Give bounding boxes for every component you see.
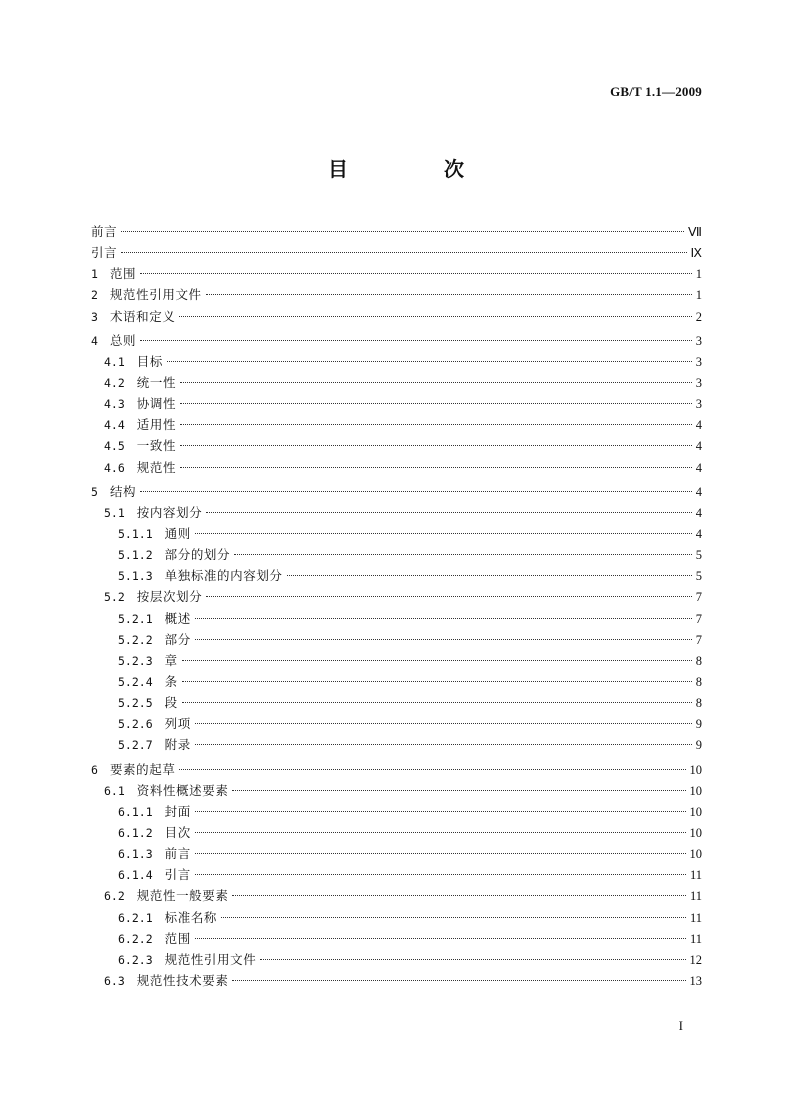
toc-dot-leader xyxy=(195,618,692,619)
toc-entry-page: 5 xyxy=(695,569,702,584)
toc-entry-number: 6.1.1 xyxy=(118,804,153,819)
toc-entry[interactable] xyxy=(91,885,702,906)
toc-entry[interactable] xyxy=(91,671,702,692)
toc-entry-number: 5.1.3 xyxy=(118,569,153,584)
toc-entry-number: 5.2.3 xyxy=(118,653,153,668)
toc-dot-leader xyxy=(182,660,692,661)
toc-entry-page: 4 xyxy=(695,439,702,454)
toc-entry-number: 6.1.2 xyxy=(118,825,153,840)
toc-entry-page: 4 xyxy=(695,484,702,499)
toc-entry[interactable] xyxy=(91,502,702,523)
toc-entry[interactable] xyxy=(91,629,702,650)
toc-entry-number: 5.2.5 xyxy=(118,696,153,711)
toc-entry-page: 4 xyxy=(695,526,702,541)
toc-entry-label: 单独标准的内容划分 xyxy=(164,568,283,584)
toc-dot-leader xyxy=(140,273,692,274)
toc-entry-page: 1 xyxy=(695,267,702,282)
toc-entry-label: 目标 xyxy=(136,353,163,369)
toc-entry-label: 按层次划分 xyxy=(136,589,203,605)
toc-entry[interactable] xyxy=(91,435,702,456)
toc-entry-label: 章 xyxy=(164,652,178,668)
toc-entry-page: 10 xyxy=(689,825,702,840)
toc-entry-page: 7 xyxy=(695,611,702,626)
toc-entry[interactable] xyxy=(91,780,702,801)
toc-entry-label: 列项 xyxy=(164,716,191,732)
toc-dot-leader xyxy=(180,467,692,468)
toc-entry-page: 9 xyxy=(695,717,702,732)
toc-entry[interactable] xyxy=(91,523,702,544)
toc-entry-page: 13 xyxy=(689,973,702,988)
toc-entry-number: 6.1.4 xyxy=(118,868,153,883)
toc-entry[interactable] xyxy=(91,330,702,351)
toc-entry-number: 4.3 xyxy=(104,397,125,412)
page-number: I xyxy=(678,1018,683,1033)
toc-entry-label: 统一性 xyxy=(136,374,177,390)
toc-entry-page: 10 xyxy=(689,847,702,862)
toc-entry[interactable] xyxy=(91,928,702,949)
toc-dot-leader xyxy=(182,702,692,703)
toc-entry-page: 11 xyxy=(689,931,702,946)
toc-entry-number: 3 xyxy=(91,309,98,324)
toc-dot-leader xyxy=(206,512,691,513)
toc-entry-page: 8 xyxy=(695,653,702,668)
toc-entry-number: 5.1 xyxy=(104,505,125,520)
toc-entry-label: 段 xyxy=(164,695,178,711)
table-of-contents xyxy=(91,221,702,991)
toc-entry[interactable] xyxy=(91,242,702,263)
toc-entry-page: 1 xyxy=(695,288,702,303)
toc-entry-number: 6.1.3 xyxy=(118,847,153,862)
toc-entry-page: Ⅸ xyxy=(690,246,702,261)
toc-entry-page: 11 xyxy=(689,868,702,883)
toc-entry[interactable] xyxy=(91,759,702,780)
toc-entry-label: 引言 xyxy=(164,867,191,883)
toc-entry-label: 规范性引用文件 xyxy=(109,287,202,303)
toc-entry-number: 1 xyxy=(91,267,98,282)
toc-entry-label: 部分 xyxy=(164,631,191,647)
toc-entry[interactable] xyxy=(91,393,702,414)
toc-entry[interactable] xyxy=(91,351,702,372)
toc-entry-page: 8 xyxy=(695,674,702,689)
toc-entry-number: 4.6 xyxy=(104,460,125,475)
standard-code: GB/T 1.1—2009 xyxy=(610,84,702,99)
toc-dot-leader xyxy=(232,790,685,791)
toc-entry-number: 5.1.1 xyxy=(118,526,153,541)
toc-dot-leader xyxy=(206,596,691,597)
toc-entry-page: 7 xyxy=(695,632,702,647)
toc-entry[interactable] xyxy=(91,306,702,327)
toc-entry-page: 5 xyxy=(695,548,702,563)
toc-entry[interactable] xyxy=(91,713,702,734)
toc-entry-label: 范围 xyxy=(109,266,137,282)
toc-entry[interactable] xyxy=(91,650,702,671)
toc-entry-label: 条 xyxy=(164,673,178,689)
toc-dot-leader xyxy=(195,832,686,833)
toc-dot-leader xyxy=(140,491,692,492)
toc-dot-leader xyxy=(221,917,686,918)
toc-entry[interactable] xyxy=(91,263,702,284)
toc-entry-label: 规范性引用文件 xyxy=(164,951,257,967)
toc-entry-page: 10 xyxy=(689,783,702,798)
toc-dot-leader xyxy=(195,723,692,724)
toc-entry-label: 附录 xyxy=(164,737,191,753)
toc-entry-number: 2 xyxy=(91,288,98,303)
toc-entry-label: 术语和定义 xyxy=(109,308,176,324)
toc-entry-label: 通则 xyxy=(164,525,191,541)
toc-dot-leader xyxy=(195,639,692,640)
toc-entry-page: 9 xyxy=(695,738,702,753)
toc-dot-leader xyxy=(232,980,685,981)
toc-entry-number: 5 xyxy=(91,484,98,499)
toc-entry-page: 3 xyxy=(695,354,702,369)
toc-entry[interactable] xyxy=(91,907,702,928)
toc-entry-page: 12 xyxy=(689,952,702,967)
toc-entry-label: 总则 xyxy=(109,332,137,348)
toc-dot-leader xyxy=(179,316,691,317)
toc-entry-page: 4 xyxy=(695,460,702,475)
toc-entry[interactable] xyxy=(91,864,702,885)
toc-entry-label: 适用性 xyxy=(136,417,177,433)
toc-entry-number: 5.2.4 xyxy=(118,674,153,689)
toc-entry-page: 10 xyxy=(689,762,702,777)
toc-entry-number: 5.1.2 xyxy=(118,548,153,563)
toc-entry-page: 10 xyxy=(689,804,702,819)
toc-entry[interactable] xyxy=(91,608,702,629)
toc-entry-label: 前言 xyxy=(91,224,118,239)
toc-dot-leader xyxy=(180,382,692,383)
toc-entry-label: 规范性一般要素 xyxy=(136,888,229,904)
toc-entry-label: 一致性 xyxy=(136,438,177,454)
toc-entry-label: 前言 xyxy=(164,846,191,862)
toc-entry[interactable] xyxy=(91,284,702,305)
toc-dot-leader xyxy=(182,681,692,682)
toc-dot-leader xyxy=(167,361,692,362)
toc-title: 目 次 xyxy=(328,157,502,181)
toc-entry-label: 资料性概述要素 xyxy=(136,782,229,798)
toc-entry-number: 5.2.2 xyxy=(118,632,153,647)
toc-entry-page: 2 xyxy=(695,309,702,324)
toc-entry-label: 引言 xyxy=(91,245,118,261)
toc-entry-number: 5.2 xyxy=(104,590,125,605)
toc-entry[interactable] xyxy=(91,414,702,435)
toc-entry-label: 结构 xyxy=(109,483,137,499)
toc-dot-leader xyxy=(195,744,692,745)
toc-entry-number: 4 xyxy=(91,333,98,348)
toc-entry[interactable] xyxy=(91,843,702,864)
toc-dot-leader xyxy=(195,533,692,534)
toc-entry-number: 6.2 xyxy=(104,889,125,904)
toc-dot-leader xyxy=(195,811,686,812)
toc-entry-label: 范围 xyxy=(164,930,191,946)
toc-entry-number: 6.2.3 xyxy=(118,952,153,967)
toc-entry-page: 3 xyxy=(695,375,702,390)
toc-entry-number: 6 xyxy=(91,762,98,777)
toc-dot-leader xyxy=(195,938,686,939)
toc-entry[interactable] xyxy=(91,970,702,991)
toc-dot-leader xyxy=(232,895,685,896)
toc-entry[interactable] xyxy=(91,565,702,586)
toc-entry-number: 6.1 xyxy=(104,783,125,798)
toc-entry-page: 8 xyxy=(695,696,702,711)
toc-entry-number: 6.2.1 xyxy=(118,910,153,925)
toc-entry-page: 11 xyxy=(689,889,702,904)
toc-entry-label: 概述 xyxy=(164,610,191,626)
toc-entry-page: 3 xyxy=(695,397,702,412)
toc-entry[interactable] xyxy=(91,544,702,565)
toc-dot-leader xyxy=(140,340,692,341)
toc-entry-label: 部分的划分 xyxy=(164,547,231,563)
toc-dot-leader xyxy=(179,769,685,770)
toc-dot-leader xyxy=(287,575,692,576)
toc-dot-leader xyxy=(180,403,692,404)
toc-entry-label: 封面 xyxy=(164,803,191,819)
toc-entry-number: 6.2.2 xyxy=(118,931,153,946)
toc-dot-leader xyxy=(234,554,692,555)
toc-entry-number: 6.3 xyxy=(104,973,125,988)
toc-entry[interactable] xyxy=(91,372,702,393)
toc-entry-number: 4.4 xyxy=(104,418,125,433)
toc-entry-number: 5.2.1 xyxy=(118,611,153,626)
toc-entry-page: 3 xyxy=(695,333,702,348)
toc-entry-label: 要素的起草 xyxy=(109,761,176,777)
toc-entry-page: 4 xyxy=(695,505,702,520)
toc-entry[interactable] xyxy=(91,801,702,822)
toc-entry-label: 协调性 xyxy=(136,396,177,412)
toc-entry-label: 规范性 xyxy=(136,459,177,475)
toc-entry-page: 11 xyxy=(689,910,702,925)
toc-entry-number: 5.2.6 xyxy=(118,717,153,732)
toc-dot-leader xyxy=(206,294,692,295)
toc-entry[interactable] xyxy=(91,949,702,970)
toc-entry-label: 标准名称 xyxy=(164,909,218,925)
toc-entry-number: 4.5 xyxy=(104,439,125,454)
toc-entry-label: 规范性技术要素 xyxy=(136,972,229,988)
toc-entry[interactable] xyxy=(91,481,702,502)
toc-dot-leader xyxy=(195,874,686,875)
toc-entry[interactable] xyxy=(91,586,702,607)
toc-entry-page: 7 xyxy=(695,590,702,605)
toc-dot-leader xyxy=(195,853,686,854)
toc-entry-label: 目次 xyxy=(164,824,191,840)
toc-entry[interactable] xyxy=(91,221,702,242)
toc-entry[interactable] xyxy=(91,457,702,478)
toc-entry[interactable] xyxy=(91,822,702,843)
toc-entry-page: Ⅶ xyxy=(688,225,702,239)
toc-dot-leader xyxy=(180,424,692,425)
toc-entry-number: 4.1 xyxy=(104,354,125,369)
toc-dot-leader xyxy=(121,231,684,232)
toc-dot-leader xyxy=(180,445,692,446)
toc-entry-page: 4 xyxy=(695,418,702,433)
toc-entry-number: 4.2 xyxy=(104,375,125,390)
toc-entry-label: 按内容划分 xyxy=(136,504,203,520)
toc-entry[interactable] xyxy=(91,692,702,713)
toc-dot-leader xyxy=(260,959,685,960)
toc-entry[interactable] xyxy=(91,734,702,755)
toc-dot-leader xyxy=(121,252,686,253)
toc-entry-number: 5.2.7 xyxy=(118,738,153,753)
